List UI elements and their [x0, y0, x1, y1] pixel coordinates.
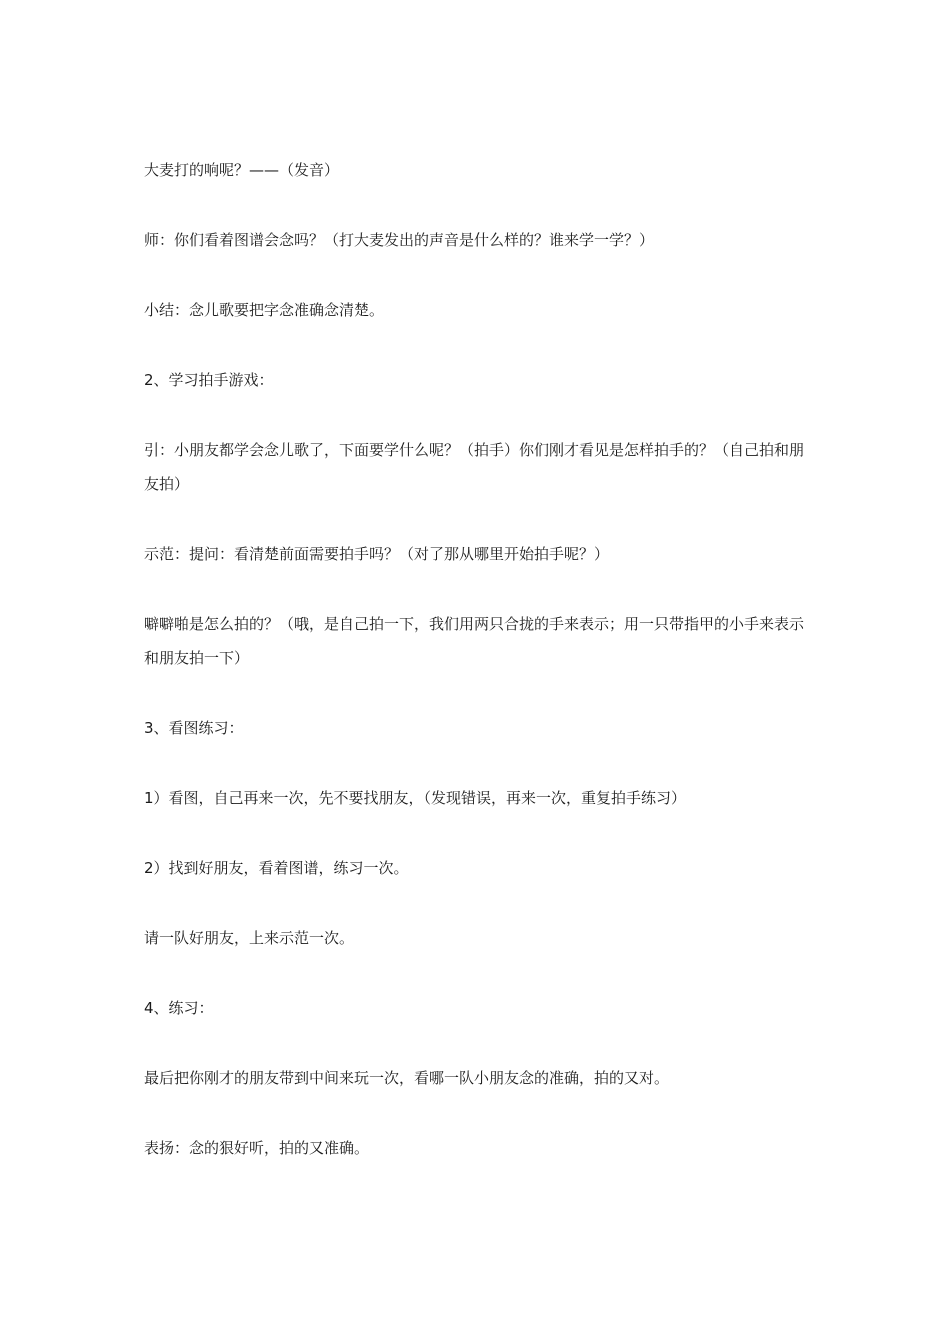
section-heading-3: 3、看图练习：: [144, 719, 244, 737]
paragraph-invite-team: 请一队好朋友，上来示范一次。: [144, 929, 355, 947]
paragraph-praise: 表扬：念的狠好听，拍的又准确。: [144, 1139, 370, 1157]
paragraph-final-practice: 最后把你刚才的朋友带到中间来玩一次，看哪一队小朋友念的准确，拍的又对。: [144, 1069, 670, 1087]
paragraph-teacher-question: 师：你们看着图谱会念吗？（打大麦发出的声音是什么样的？谁来学一学？）: [144, 231, 655, 249]
paragraph-demonstration: 示范：提问：看清楚前面需要拍手吗？（对了那从哪里开始拍手呢？）: [144, 545, 610, 563]
paragraph-summary: 小结：念儿歌要把字念准确念清楚。: [144, 301, 385, 319]
paragraph-pronunciation: 大麦打的响呢？——（发音）: [144, 161, 340, 179]
paragraph-intro: 引：小朋友都学会念儿歌了，下面要学什么呢？（拍手）你们刚才看见是怎样拍手的？（自己拍和朋友拍）: [144, 441, 805, 493]
section-heading-2: 2、学习拍手游戏：: [144, 371, 274, 389]
paragraph-step-1: 1）看图，自己再来一次，先不要找朋友，（发现错误，再来一次，重复拍手练习）: [144, 789, 687, 807]
paragraph-step-2: 2）找到好朋友，看着图谱，练习一次。: [144, 859, 409, 877]
paragraph-clap-method: 噼噼啪是怎么拍的？（哦，是自己拍一下，我们用两只合拢的手来表示；用一只带指甲的小手来表示和朋友拍一下）: [144, 615, 805, 667]
section-heading-4: 4、练习：: [144, 999, 214, 1017]
